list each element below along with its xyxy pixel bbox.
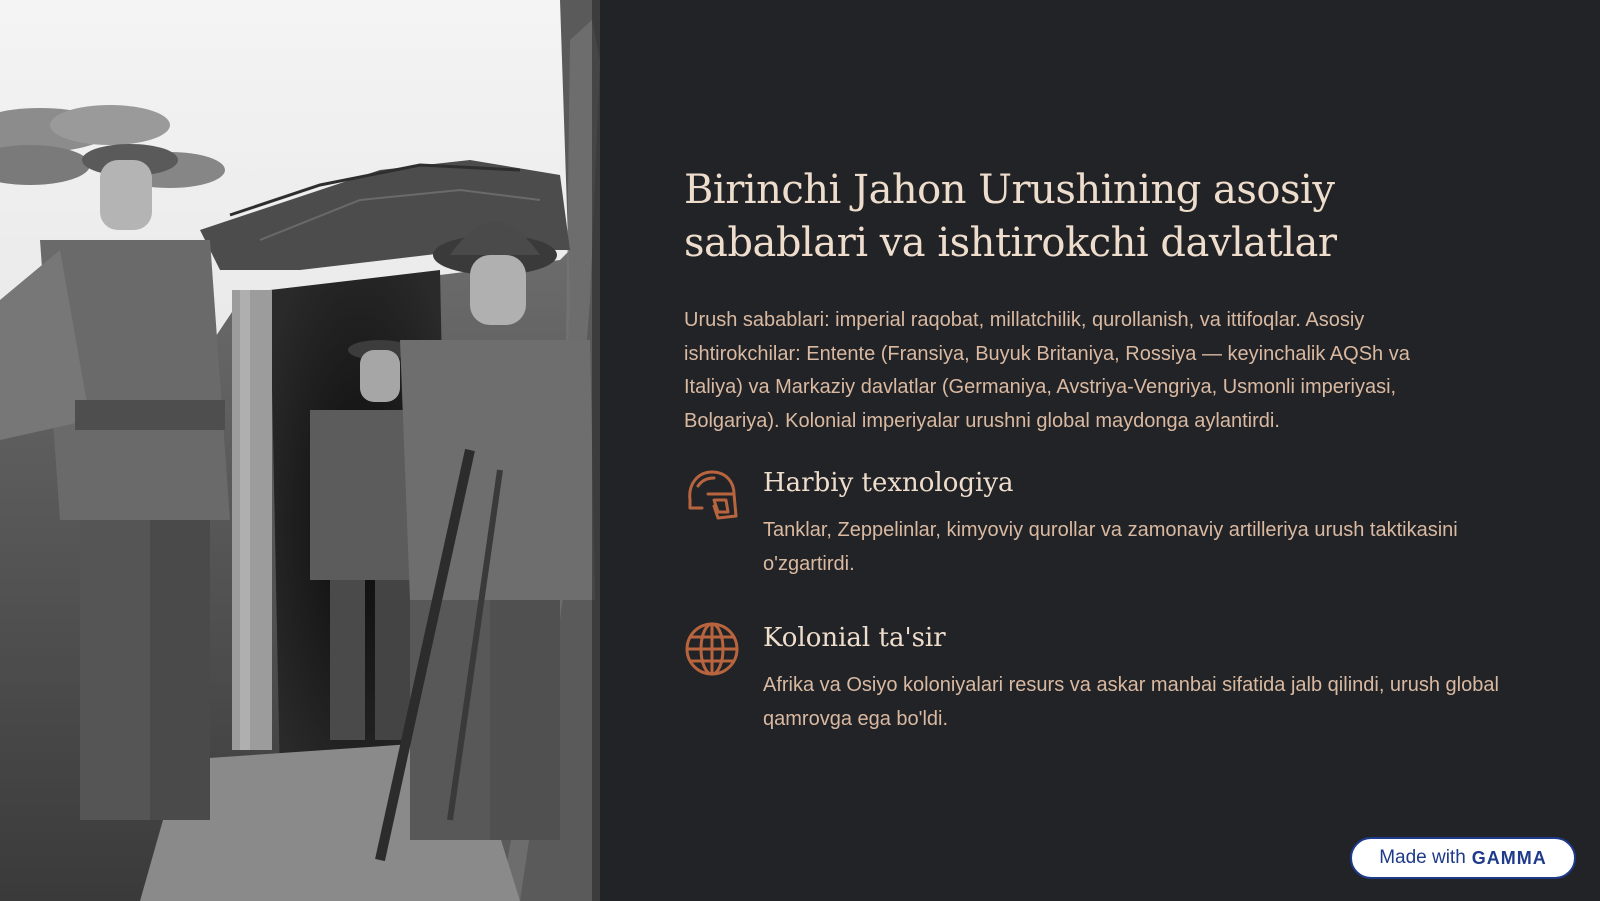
gamma-logo: GAMMA	[1471, 847, 1547, 868]
badge-made-with-label: Made with	[1379, 847, 1466, 868]
helmet-icon	[684, 466, 740, 522]
slide-content	[684, 164, 1524, 756]
trench-soldiers-photo	[0, 0, 600, 901]
feature-title: Kolonial ta'sir	[763, 623, 946, 653]
slide-title-line-2: sabablari va ishtirokchi davlatlar	[684, 220, 1337, 266]
feature-title: Harbiy texnologiya	[763, 468, 1014, 498]
slide-title	[684, 164, 1524, 270]
slide-title-line-1: Birinchi Jahon Urushining asosiy	[684, 167, 1335, 213]
globe-icon	[684, 621, 740, 677]
feature-description: Tanklar, Zeppelinlar, kimyoviy qurollar va zamonaviy artilleriya urush taktikasini o'zgartirdi.	[763, 519, 1458, 575]
feature-description: Afrika va Osiyo koloniyalari resurs va askar manbai sifatida jalb qilindi, urush global qamrovga ega bo'ldi.	[763, 674, 1499, 730]
feature-colonial-impact	[684, 621, 1524, 736]
intro-paragraph: Urush sabablari: imperial raqobat, millatchilik, qurollanish, va ittifoqlar. Asosiy ishtirokchilar: Entente (Fransiya, Buyuk Britaniya, Rossiya — keyinchalik AQSh va Italiya) va Markaziy davlatlar (Germaniya, Avstriya-Vengriya, Usmonli imperiyasi, Bolgariya). Kolonial imperiyalar urushni global maydonga aylantirdi.	[684, 309, 1410, 432]
feature-military-technology	[684, 466, 1524, 581]
made-with-gamma-badge[interactable]	[1350, 837, 1576, 879]
